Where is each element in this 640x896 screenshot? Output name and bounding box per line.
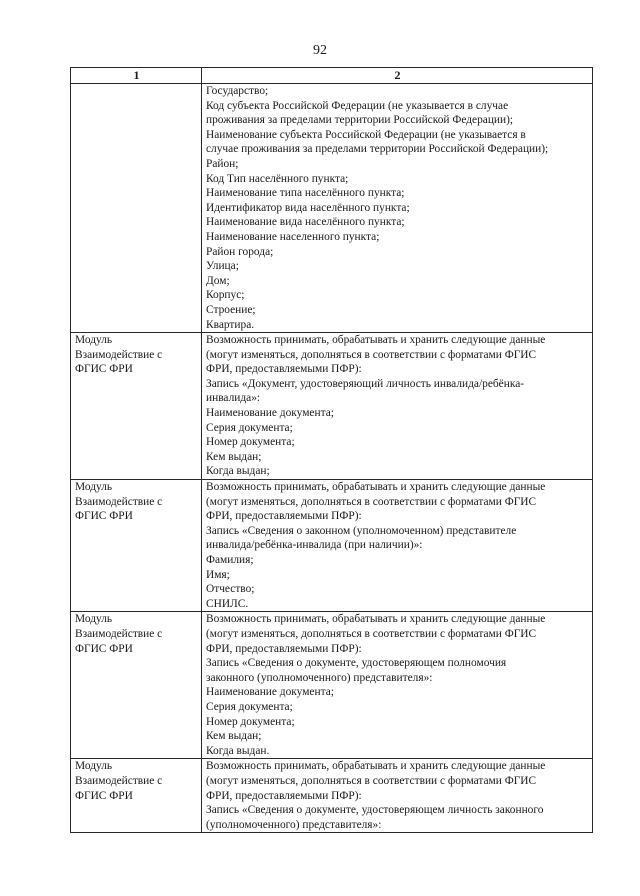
- table-header-row: [71, 68, 593, 84]
- table-row: [71, 333, 593, 480]
- data-field-line: Наименование вида населённого пункта;: [206, 216, 405, 229]
- data-field-line: Когда выдан;: [206, 465, 270, 478]
- data-field-line: Серия документа;: [206, 421, 293, 434]
- module-name-line: ФГИС ФРИ: [75, 510, 133, 523]
- module-name-line: ФГИС ФРИ: [75, 789, 133, 802]
- data-field-line: (могут изменяться, дополняться в соответствии с форматами ФГИС: [206, 627, 537, 640]
- data-description-cell: [202, 480, 593, 612]
- data-field-line: СНИЛС.: [206, 597, 249, 610]
- module-name-line: Модуль: [75, 613, 113, 626]
- module-name-line: Модуль: [75, 760, 113, 773]
- module-name-line: Взаимодействие с: [75, 774, 163, 787]
- data-field-line: Идентификатор вида населённого пункта;: [206, 201, 410, 214]
- data-field-line: Отчество;: [206, 583, 255, 596]
- data-field-line: Фамилия;: [206, 554, 254, 566]
- table-row: [71, 612, 593, 759]
- data-field-line: Улица;: [206, 260, 239, 273]
- table-row: [71, 759, 593, 833]
- data-field-line: Возможность принимать, обрабатывать и хранить следующие данные: [206, 334, 546, 347]
- column-header-1: 1: [71, 68, 202, 84]
- data-field-line: Код субъекта Российской Федерации (не указывается в случае: [206, 99, 509, 112]
- data-description-cell: [202, 333, 593, 480]
- data-field-line: случае проживания за пределами территории Российской Федерации);: [206, 143, 549, 156]
- page-number: 92: [313, 43, 327, 58]
- data-field-line: Наименование типа населённого пункта;: [206, 187, 405, 200]
- data-field-line: Квартира.: [206, 318, 255, 331]
- data-description-cell: [202, 84, 593, 333]
- data-field-line: Запись «Документ, удостоверяющий личность инвалида/ребёнка-: [206, 377, 525, 390]
- data-field-line: Код Тип населённого пункта;: [206, 172, 349, 185]
- module-name-line: Взаимодействие с: [75, 495, 163, 508]
- column-header-2: 2: [202, 68, 593, 84]
- module-name-cell: [71, 333, 202, 480]
- module-name-line: Взаимодействие с: [75, 627, 163, 640]
- data-field-line: ФРИ, предоставляемыми ПФР):: [206, 363, 362, 376]
- data-field-line: ФРИ, предоставляемыми ПФР):: [206, 642, 362, 655]
- data-field-line: проживания за пределами территории Российской Федерации);: [206, 114, 514, 127]
- table-row: [71, 84, 593, 333]
- data-field-line: Запись «Сведения о документе, удостоверяющем полномочия: [206, 657, 507, 670]
- data-field-line: Запись «Сведения о законном (уполномоченном) представителе: [206, 524, 517, 537]
- requirements-table: [70, 67, 593, 833]
- data-field-line: Кем выдан;: [206, 450, 262, 463]
- data-field-line: Государство;: [206, 85, 269, 97]
- data-field-line: (могут изменяться, дополняться в соответствии с форматами ФГИС: [206, 495, 537, 508]
- module-name-line: ФГИС ФРИ: [75, 363, 133, 376]
- data-field-line: Когда выдан.: [206, 744, 270, 757]
- data-field-line: Номер документа;: [206, 715, 295, 728]
- data-field-line: Наименование субъекта Российской Федерации (не указывается в: [206, 128, 526, 141]
- data-field-line: Возможность принимать, обрабатывать и хранить следующие данные: [206, 613, 546, 626]
- table-body: [71, 84, 593, 833]
- module-name-cell: [71, 84, 202, 333]
- data-field-line: Район города;: [206, 245, 274, 258]
- data-field-line: (могут изменяться, дополняться в соответствии с форматами ФГИС: [206, 774, 537, 787]
- data-field-line: Наименование населенного пункта;: [206, 230, 380, 243]
- data-field-line: Возможность принимать, обрабатывать и хранить следующие данные: [206, 760, 546, 773]
- data-description-cell: [202, 612, 593, 759]
- data-field-line: Строение;: [206, 303, 256, 316]
- data-field-line: Номер документа;: [206, 436, 295, 449]
- data-field-line: Район;: [206, 157, 239, 170]
- module-name-cell: [71, 612, 202, 759]
- data-field-line: Корпус;: [206, 289, 245, 302]
- data-field-line: Возможность принимать, обрабатывать и хранить следующие данные: [206, 481, 546, 494]
- module-name-line: Взаимодействие с: [75, 348, 163, 361]
- data-field-line: Наименование документа;: [206, 686, 334, 699]
- table-row: [71, 480, 593, 612]
- data-field-line: инвалида»:: [206, 392, 261, 405]
- data-field-line: Серия документа;: [206, 700, 293, 713]
- module-name-cell: [71, 759, 202, 833]
- data-field-line: инвалида/ребёнка-инвалида (при наличии)»:: [206, 539, 423, 552]
- data-field-line: Кем выдан;: [206, 730, 262, 743]
- data-field-line: (уполномоченного) представителя»:: [206, 818, 382, 831]
- module-name-line: Модуль: [75, 334, 113, 347]
- data-description-cell: [202, 759, 593, 833]
- data-field-line: Дом;: [206, 274, 230, 287]
- module-name-cell: [71, 480, 202, 612]
- data-field-line: Наименование документа;: [206, 407, 334, 420]
- data-field-line: ФРИ, предоставляемыми ПФР):: [206, 510, 362, 523]
- data-field-line: ФРИ, предоставляемыми ПФР):: [206, 789, 362, 802]
- data-field-line: Запись «Сведения о документе, удостоверяющем личность законного: [206, 804, 544, 817]
- module-name-line: Модуль: [75, 481, 113, 494]
- data-field-line: законного (уполномоченного) представителя»:: [206, 671, 433, 684]
- data-field-line: (могут изменяться, дополняться в соответствии с форматами ФГИС: [206, 348, 537, 361]
- data-field-line: Имя;: [206, 568, 230, 581]
- module-name-line: ФГИС ФРИ: [75, 642, 133, 655]
